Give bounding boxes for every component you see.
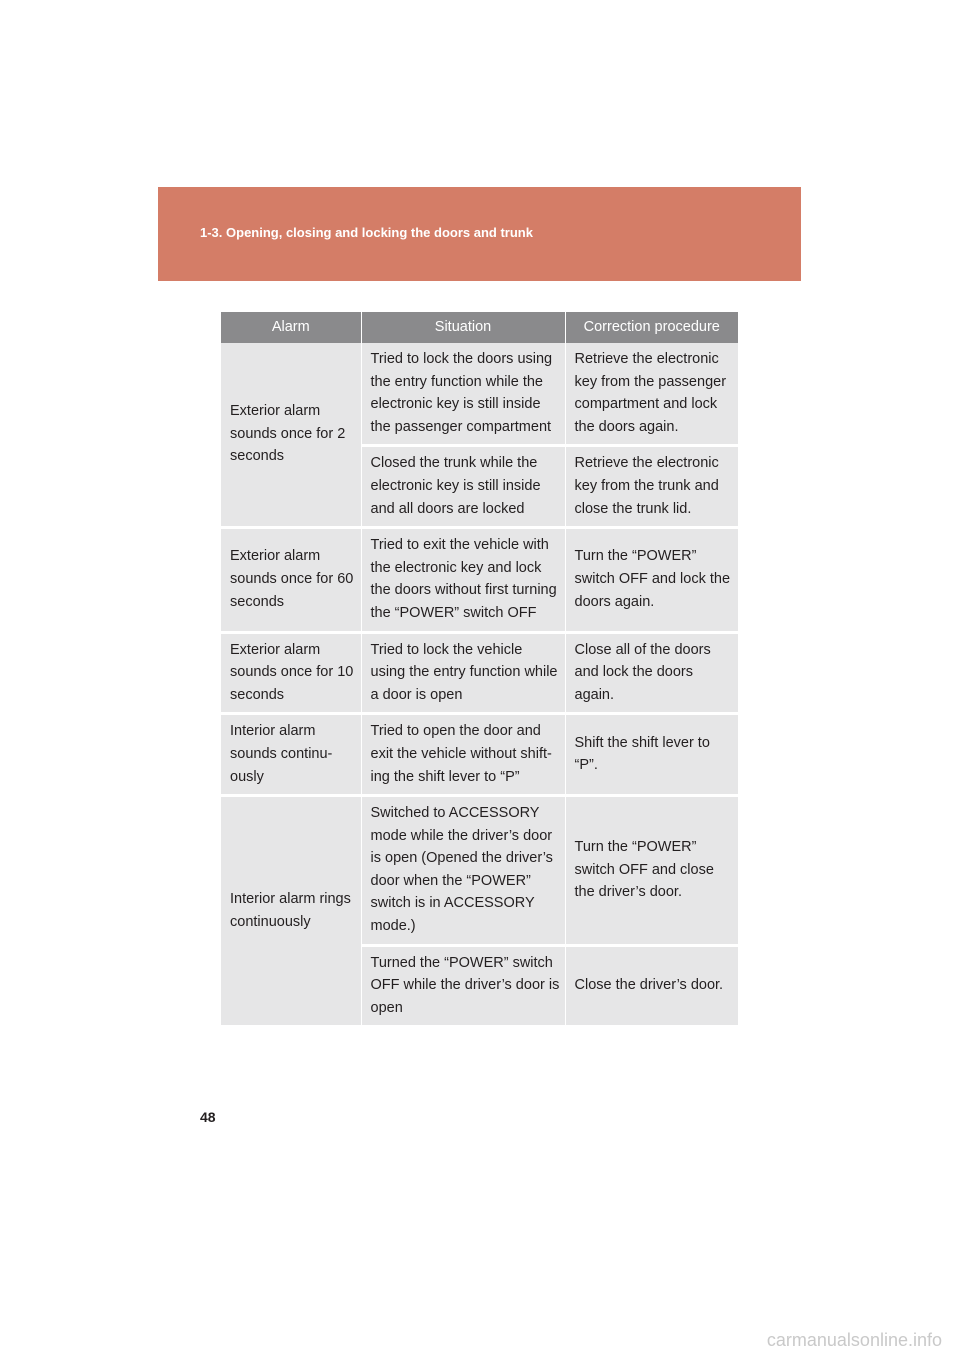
situation-cell xyxy=(361,632,565,714)
correction-cell xyxy=(565,714,738,796)
situation-text: Tried to lock the doors using the entry function while the electronic key is still inside the passenger compartment xyxy=(370,351,553,435)
correction-cell xyxy=(565,632,738,714)
table-row xyxy=(221,714,738,796)
table-row xyxy=(221,632,738,714)
correction-cell xyxy=(565,796,738,946)
column-header-situation: Situation xyxy=(361,312,565,343)
alarm-cell xyxy=(221,714,361,796)
column-header-correction: Correction procedure xyxy=(565,312,738,343)
situation-text: Tried to exit the vehicle with the electronic key and lock the doors without first turning the “POWER” switch OFF xyxy=(370,537,557,621)
correction-cell xyxy=(565,945,738,1027)
page-number: 48 xyxy=(200,1109,216,1125)
alarm-text: Exterior alarm sounds once for 10 seconds xyxy=(230,641,354,703)
alarm-text: Interior alarm sounds continu-ously xyxy=(230,723,333,785)
situation-text: Closed the trunk while the electronic key is still inside and all doors are locked xyxy=(370,455,541,517)
correction-text: Turn the “POWER” switch OFF and close the driver’s door. xyxy=(574,838,714,901)
section-title: 1-3. Opening, closing and locking the doors and trunk xyxy=(200,225,533,240)
situation-text: Turned the “POWER” switch OFF while the driver’s door is open xyxy=(370,954,560,1016)
column-header-alarm: Alarm xyxy=(221,312,361,343)
situation-text: Switched to ACCESSORY mode while the driver’s door is open (Opened the driver’s door when the “POWER” switch is in ACCESSORY mode.) xyxy=(370,805,553,935)
situation-cell xyxy=(361,945,565,1027)
situation-cell xyxy=(361,796,565,946)
correction-cell xyxy=(565,343,738,446)
situation-text: Tried to lock the vehicle using the entry function while a door is open xyxy=(370,641,558,703)
situation-text: Tried to open the door and exit the vehicle without shift-ing the shift lever to “P” xyxy=(370,723,552,785)
correction-text: Close the driver’s door. xyxy=(574,977,724,994)
table-row xyxy=(221,528,738,632)
alarm-table xyxy=(221,312,738,1028)
correction-text: Retrieve the electronic key from the passenger compartment and lock the doors again. xyxy=(574,351,727,435)
correction-text: Turn the “POWER” switch OFF and lock the doors again. xyxy=(574,548,731,610)
situation-cell xyxy=(361,446,565,528)
situation-cell xyxy=(361,343,565,446)
watermark: carmanualsonline.info xyxy=(766,1330,942,1350)
alarm-cell xyxy=(221,796,361,1027)
alarm-text: Exterior alarm sounds once for 60 seconds xyxy=(230,548,354,610)
correction-text: Close all of the doors and lock the doors again. xyxy=(574,641,711,703)
section-header-band xyxy=(158,187,801,281)
table-header-row xyxy=(221,312,738,343)
alarm-cell xyxy=(221,343,361,528)
table-row xyxy=(221,796,738,946)
alarm-cell xyxy=(221,528,361,632)
table-row xyxy=(221,343,738,446)
situation-cell xyxy=(361,528,565,632)
correction-cell xyxy=(565,528,738,632)
correction-cell xyxy=(565,446,738,528)
alarm-text: Exterior alarm sounds once for 2 seconds xyxy=(230,403,346,465)
alarm-text: Interior alarm rings continuously xyxy=(230,891,351,930)
correction-text: Retrieve the electronic key from the trunk and close the trunk lid. xyxy=(574,455,719,517)
situation-cell xyxy=(361,714,565,796)
alarm-cell xyxy=(221,632,361,714)
correction-text: Shift the shift lever to “P”. xyxy=(574,734,710,774)
